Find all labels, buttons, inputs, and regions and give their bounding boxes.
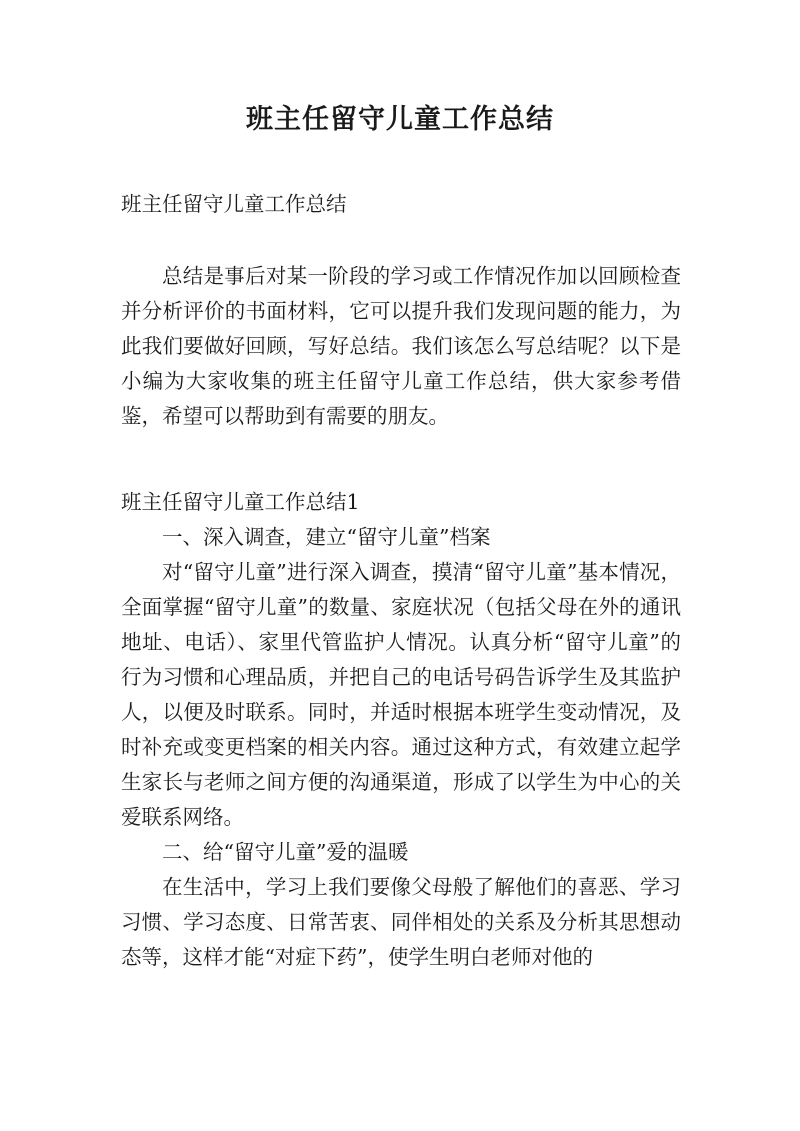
section-1: [121, 485, 681, 975]
paragraph-2: 在生活中，学习上我们要像父母般了解他们的喜恶、学习习惯、学习态度、日常苦衷、同伴相处的关系及分析其思想动态等，这样才能“对症下药”，使学生明白老师对他的: [121, 875, 681, 969]
section-heading: 班主任留守儿童工作总结1: [121, 490, 360, 514]
subheading-2: 二、给“留守儿童”爱的温暖: [162, 840, 409, 864]
document-subtitle: 班主任留守儿童工作总结: [121, 192, 347, 216]
document-title: 班主任留守儿童工作总结: [246, 104, 554, 135]
paragraph-1: 对“留守儿童”进行深入调查，摸清“留守儿童”基本情况，全面掌握“留守儿童”的数量、家庭状况（包括父母在外的通讯地址、电话）、家里代管监护人情况。认真分析“留守儿童”的行为习惯和心理品质，并把自己的电话号码告诉学生及其监护人，以便及时联系。同时，并适时根据本班学生变动情况，及时补充或变更档案的相关内容。通过这种方式，有效建立起学生家长与老师之间方便的沟通渠道，形成了以学生为中心的关爱联系网络。: [121, 560, 681, 829]
intro-paragraph: 总结是事后对某一阶段的学习或工作情况作加以回顾检查并分析评价的书面材料，它可以提升我们发现问题的能力，为此我们要做好回顾，写好总结。我们该怎么写总结呢？以下是小编为大家收集的班主任留守儿童工作总结，供大家参考借鉴，希望可以帮助到有需要的朋友。: [121, 264, 681, 428]
subheading-1: 一、深入调查，建立“留守儿童”档案: [162, 525, 491, 549]
